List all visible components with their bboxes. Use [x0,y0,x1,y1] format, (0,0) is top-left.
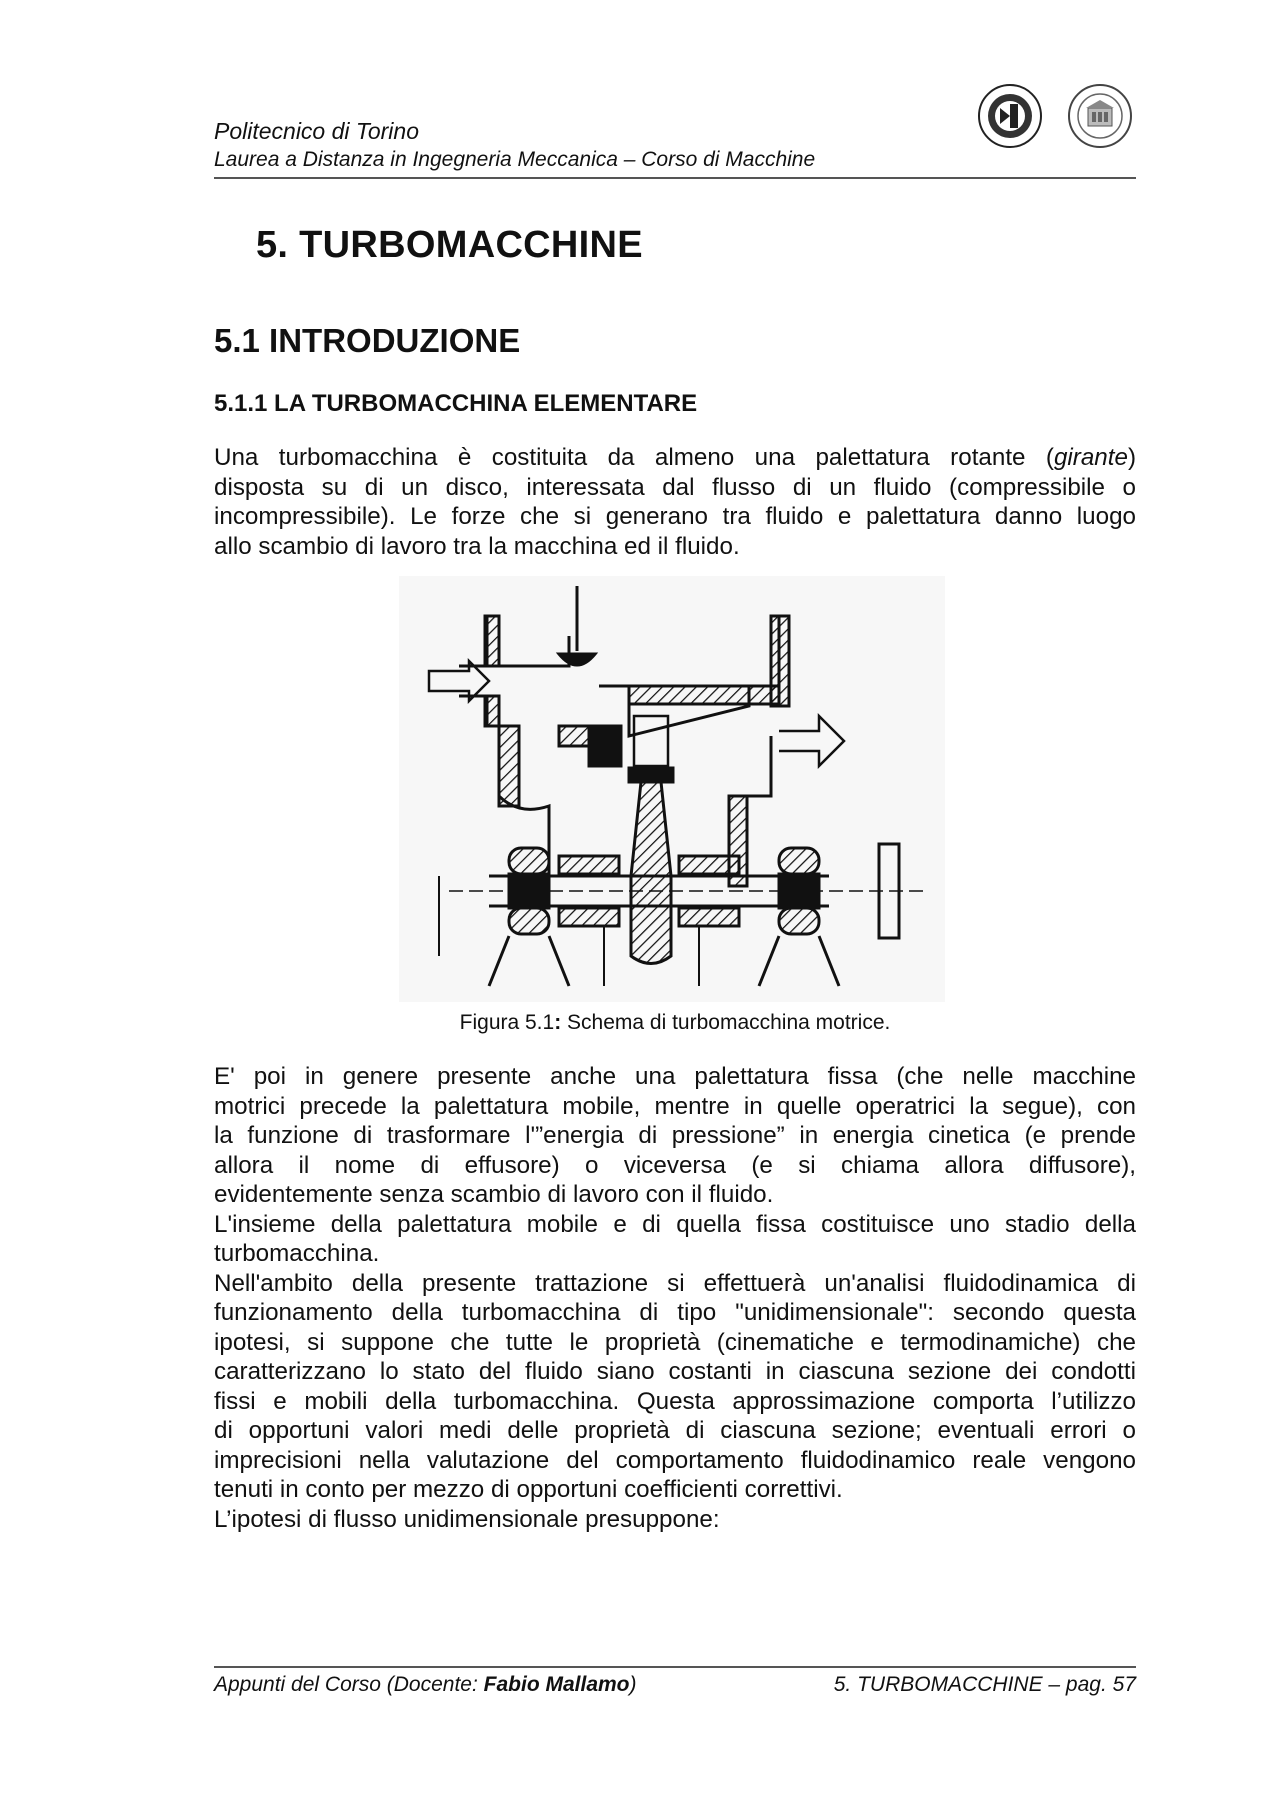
footer-course-notes: Appunti del Corso (Docente: Fabio Mallamo) [214,1673,637,1696]
body-line: motrici precede la palettatura mobile, mentre in quelle operatrici la segue), con [214,1092,1136,1120]
body-line: fissi e mobili della turbomacchina. Questa approssimazione comporta l’utilizzo [214,1387,1136,1415]
outlet-arrow [779,716,844,766]
body-line: imprecisioni nella valutazione del comportamento fluidodinamico reale vengono [214,1446,1136,1474]
girante-term: girante [1053,444,1128,471]
rotor-blade [634,716,668,766]
section-title: 5.1 INTRODUZIONE [214,322,521,359]
valve-plug [559,654,595,665]
body-line: allora il nome di effusore) o viceversa (e si chiama allora diffusore), [214,1151,1136,1179]
body-line: evidentemente senza scambio di lavoro con il fluido. [214,1181,774,1208]
rotor-disk [631,782,671,964]
body-line: Nell'ambito della presente trattazione si effettuerà un'analisi fluidodinamica di [214,1269,1136,1297]
intro-line-1: Una turbomacchina è costituita da almeno una palettatura rotante (girante) [214,444,1136,471]
stator-nozzle [589,726,621,766]
inlet-pipe-bottom [459,696,487,726]
body-line: di opportuni valori medi delle proprietà di ciascuna sezione; eventuali errori o [214,1417,1136,1444]
body-line: ipotesi, si suppone che tutte le proprietà (cinematiche e termodinamiche) che [214,1328,1136,1356]
body-line: funzionamento della turbomacchina di tipo "unidimensionale": secondo questa [214,1299,1136,1326]
footer-author: Fabio Mallamo [483,1673,630,1696]
header-divider [214,177,1136,179]
body-line: L'insieme della palettatura mobile e di quella fissa costituisce uno stadio della [214,1210,1136,1238]
turbomachine-schematic [399,576,945,1002]
figure-caption: Figura 5.1: Schema di turbomacchina motrice. [459,1011,891,1034]
body-line: tenuti in conto per mezzo di opportuni coefficienti correttivi. [214,1476,843,1503]
body-line: E' poi in genere presente anche una palettatura fissa (che nelle macchine [214,1063,1136,1090]
seal-left [559,856,619,874]
seal-right [679,856,739,874]
header-institution: Politecnico di Torino [214,118,419,144]
department-seal-logo [976,82,1044,150]
body-line: turbomacchina. [214,1240,380,1267]
bearing-right [779,848,819,874]
subsection-title: 5.1.1 LA TURBOMACCHINA ELEMENTARE [214,390,698,417]
intro-line-3: incompressibile). Le forze che si generano tra fluido e palettatura danno luogo [214,503,1136,530]
header-course: Laurea a Distanza in Ingegneria Meccanica – Corso di Macchine [214,148,816,171]
body-line: L’ipotesi di flusso unidimensionale presuppone: [214,1505,720,1533]
university-seal-logo [1066,82,1134,150]
intro-line-4: allo scambio di lavoro tra la macchina ed il fluido. [214,532,740,560]
footer-page-number: 5. TURBOMACCHINE – pag. 57 [833,1673,1136,1696]
bearing-left [509,848,549,874]
chapter-title: 5. TURBOMACCHINE [256,224,643,266]
inlet-pipe-top [459,616,487,666]
footer-divider [214,1666,1136,1668]
body-line: la funzione di trasformare l'”energia di pressione” in energia cinetica (e prende [214,1122,1136,1149]
body-paragraph [214,1062,1136,1534]
intro-line-2: disposta su di un disco, interessata dal flusso di un fluido (compressibile o [214,473,1136,501]
body-line: caratterizzano lo stato del fluido siano costanti in ciascuna sezione dei condotti [214,1358,1136,1385]
intro-paragraph [214,443,1136,561]
